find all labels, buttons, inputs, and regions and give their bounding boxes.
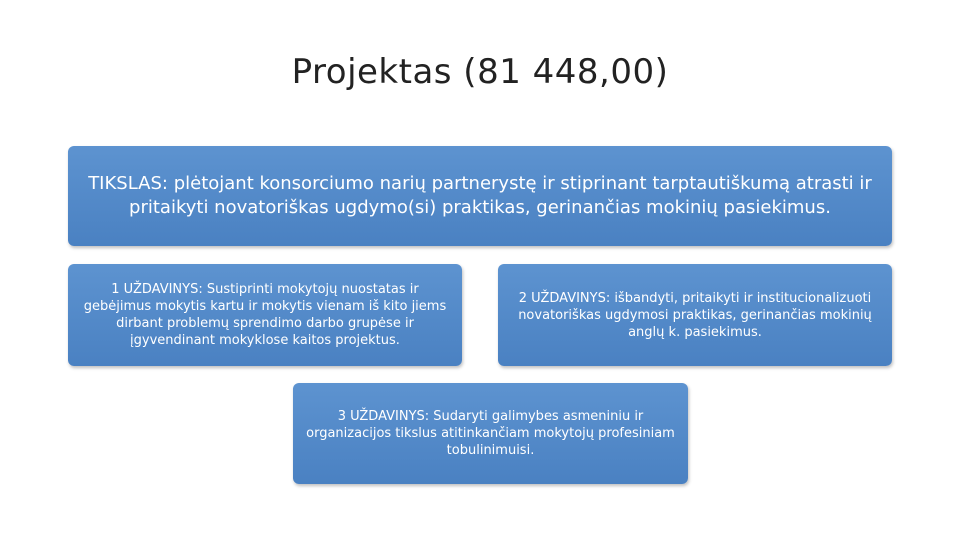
goal-box <box>68 146 892 246</box>
goal-text: TIKSLAS: plėtojant konsorciumo narių partnerystę ir stiprinant tarptautiškumą atrasti ir pritaikyti novatoriškas ugdymo(si) praktikas, gerinančias mokinių pasiekimus. <box>88 173 872 218</box>
task-box-1 <box>68 264 462 366</box>
task-box-3 <box>293 383 688 484</box>
task-box-2 <box>498 264 892 366</box>
slide-title: Projektas (81 448,00) <box>291 52 669 92</box>
task-text-1: 1 UŽDAVINYS: Sustiprinti mokytojų nuostatas ir gebėjimus mokytis kartu ir mokytis vienam iš kito jiems dirbant problemų sprendimo darbo grupėse ir įgyvendinant mokyklose kaitos projektus. <box>83 282 447 348</box>
task-text-2: 2 UŽDAVINYS: išbandyti, pritaikyti ir institucionalizuoti novatoriškas ugdymosi praktikas, gerinančias mokinių anglų k. pasiekimus. <box>518 290 872 340</box>
task-text-3: 3 UŽDAVINYS: Sudaryti galimybes asmeniniu ir organizacijos tikslus atitinkančiam mokytojų profesiniam tobulinimuisi. <box>306 409 675 458</box>
